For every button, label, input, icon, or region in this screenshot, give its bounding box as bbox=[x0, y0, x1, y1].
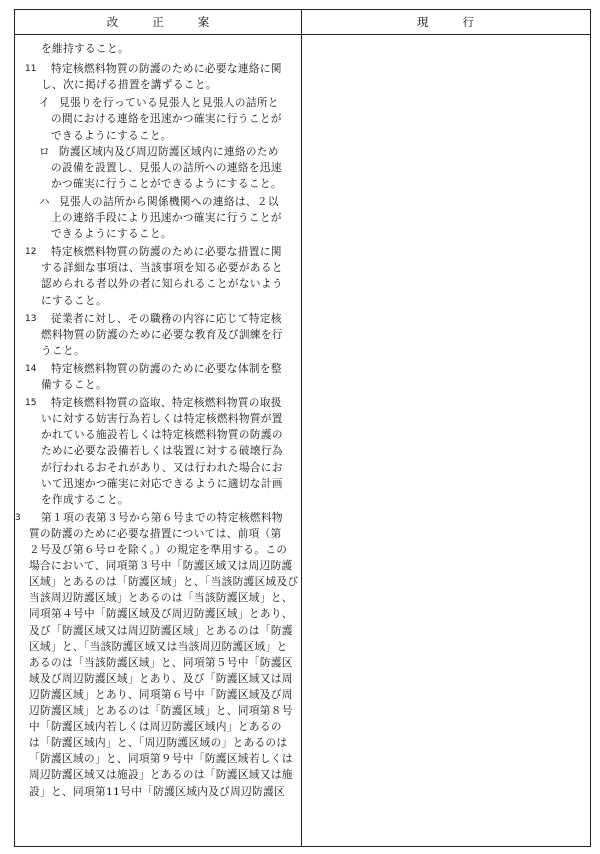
clause-text-line: 防護区域内及び周辺防護区域内に連絡のため bbox=[59, 145, 279, 158]
clause-text-line: 中「防護区域内若しくは周辺防護区域内」とあるの bbox=[29, 721, 282, 734]
clause-text-line: 同項第４号中「防護区域及び周辺防護区域」とあり、 bbox=[29, 608, 293, 621]
clause-text-line: うこと。 bbox=[41, 344, 85, 357]
clause-text-line: 見張人の詰所から関係機関への連絡は、２以 bbox=[59, 195, 279, 208]
clause-text-line: を作成すること。 bbox=[41, 493, 129, 506]
clause-number: イ bbox=[39, 97, 50, 110]
clause-text-line: ために必要な設備若しくは装置に対する破壊行為 bbox=[41, 445, 283, 458]
table-header bbox=[15, 10, 590, 35]
clause-text-line: いに対する妨害行為若しくは特定核燃料物質が置 bbox=[41, 413, 283, 426]
clause-text-line: 従業者に対し、その職務の内容に応じて特定核 bbox=[51, 312, 282, 325]
clause-text-line: 第１項の表第３号から第６号までの特定核燃料物 bbox=[41, 511, 283, 524]
clause-text-line: 場合において、同項第３号中「防護区域又は周辺防護 bbox=[29, 560, 293, 573]
clause-text-line: 設」と、同項第11号中「防護区域内及び周辺防護区 bbox=[29, 785, 286, 798]
header-revised: 改正案 bbox=[106, 15, 244, 29]
current-text-column bbox=[302, 35, 590, 846]
clause-text-line: 燃料物質の防護のために必要な教育及び訓練を行 bbox=[41, 328, 283, 341]
clause-text-line: 辺防護区域」とあり、同項第６号中「防護区域及び周 bbox=[29, 688, 293, 701]
clause-text-line: できるようにすること。 bbox=[51, 129, 172, 142]
clause-text-line: 区域」とあるのは「防護区域」と、「当該防護区域及び bbox=[29, 576, 299, 589]
clause-text-line: 辺防護区域」とあるのは「防護区域」と、同項第８号 bbox=[29, 705, 293, 717]
clause-text-line: の間における連絡を迅速かつ確実に行うことが bbox=[51, 113, 282, 126]
clause-text-line: し、次に掲げる措置を講ずること。 bbox=[41, 79, 217, 92]
comparison-table bbox=[14, 9, 591, 847]
clause-text-line: ２号及び第６号ロを除く。）の規定を準用する。この bbox=[29, 544, 288, 556]
clause-text-line: 特定核燃料物質の盗取、特定核燃料物質の取扱 bbox=[51, 397, 282, 410]
clause-text-line: かつ確実に行うことができるようにすること。 bbox=[51, 177, 282, 190]
clause-text-line: 区域」と、「当該防護区域又は当該周辺防護区域」と bbox=[29, 640, 288, 653]
clause-text-line: 見張りを行っている見張人と見張人の詰所と bbox=[59, 97, 279, 110]
clause-text-line: 備すること。 bbox=[41, 379, 107, 391]
clause-text-line: かれている施設若しくは特定核燃料物質の防護の bbox=[41, 429, 283, 442]
clause-text-line: 特定核燃料物質の防護のために必要な体制を整 bbox=[51, 362, 282, 375]
clause-text-line: 特定核燃料物質の防護のために必要な連絡に関 bbox=[51, 63, 282, 76]
clause-number: ロ bbox=[39, 145, 50, 158]
clause-text-line: する詳細な事項は、当該事項を知る必要があると bbox=[41, 262, 283, 275]
clause-text-line: 認められる者以外の者に知られることがないよう bbox=[41, 278, 283, 291]
clause-text-line: を維持すること。 bbox=[41, 43, 129, 55]
clause-number: ハ bbox=[39, 195, 50, 208]
clause-text-line: あるのは「当該防護区域」と、同項第５号中「防護区 bbox=[29, 656, 293, 669]
clause-text-line: は「防護区域内」と、「周辺防護区域の」とあるのは bbox=[29, 737, 288, 750]
clause-text-line: 上の連絡手段により迅速かつ確実に行うことが bbox=[51, 212, 282, 224]
clause-number: 15 bbox=[25, 398, 37, 409]
clause-text-line: 域及び周辺防護区域」とあり、及び「防護区域又は周 bbox=[29, 672, 293, 685]
clause-number: 11 bbox=[25, 64, 37, 75]
clause-text-line: 当該周辺防護区域」とあるのは「当該防護区域」と、 bbox=[29, 592, 293, 605]
clause-text-line: の設備を設置し、見張人の詰所への連絡を迅速 bbox=[51, 161, 282, 174]
clause-number: 3 bbox=[15, 512, 21, 523]
clause-text-line: いて迅速かつ確実に対応できるように適切な計画 bbox=[41, 477, 283, 490]
clause-text-line: 「防護区域の」と、同項第９号中「防護区域若しくは bbox=[29, 753, 293, 766]
clause-text-line: 周辺防護区域又は施設」とあるのは「防護区域又は施 bbox=[29, 769, 293, 782]
clause-text-line: 特定核燃料物質の防護のために必要な措置に関 bbox=[51, 246, 282, 259]
clause-text-line: 及び「防護区域又は周辺防護区域」とあるのは「防護 bbox=[29, 624, 293, 637]
header-current: 現行 bbox=[417, 15, 508, 29]
clause-text-line: が行われるおそれがあり、又は行われた場合にお bbox=[41, 461, 283, 474]
clause-number: 14 bbox=[25, 363, 37, 374]
clause-number: 12 bbox=[25, 247, 37, 258]
clause-text-line: できるようにすること。 bbox=[51, 228, 172, 241]
clause-number: 13 bbox=[25, 313, 37, 324]
clause-text-line: にすること。 bbox=[41, 294, 107, 307]
clause-text-line: 質の防護のために必要な措置については、前項（第 bbox=[29, 527, 282, 540]
